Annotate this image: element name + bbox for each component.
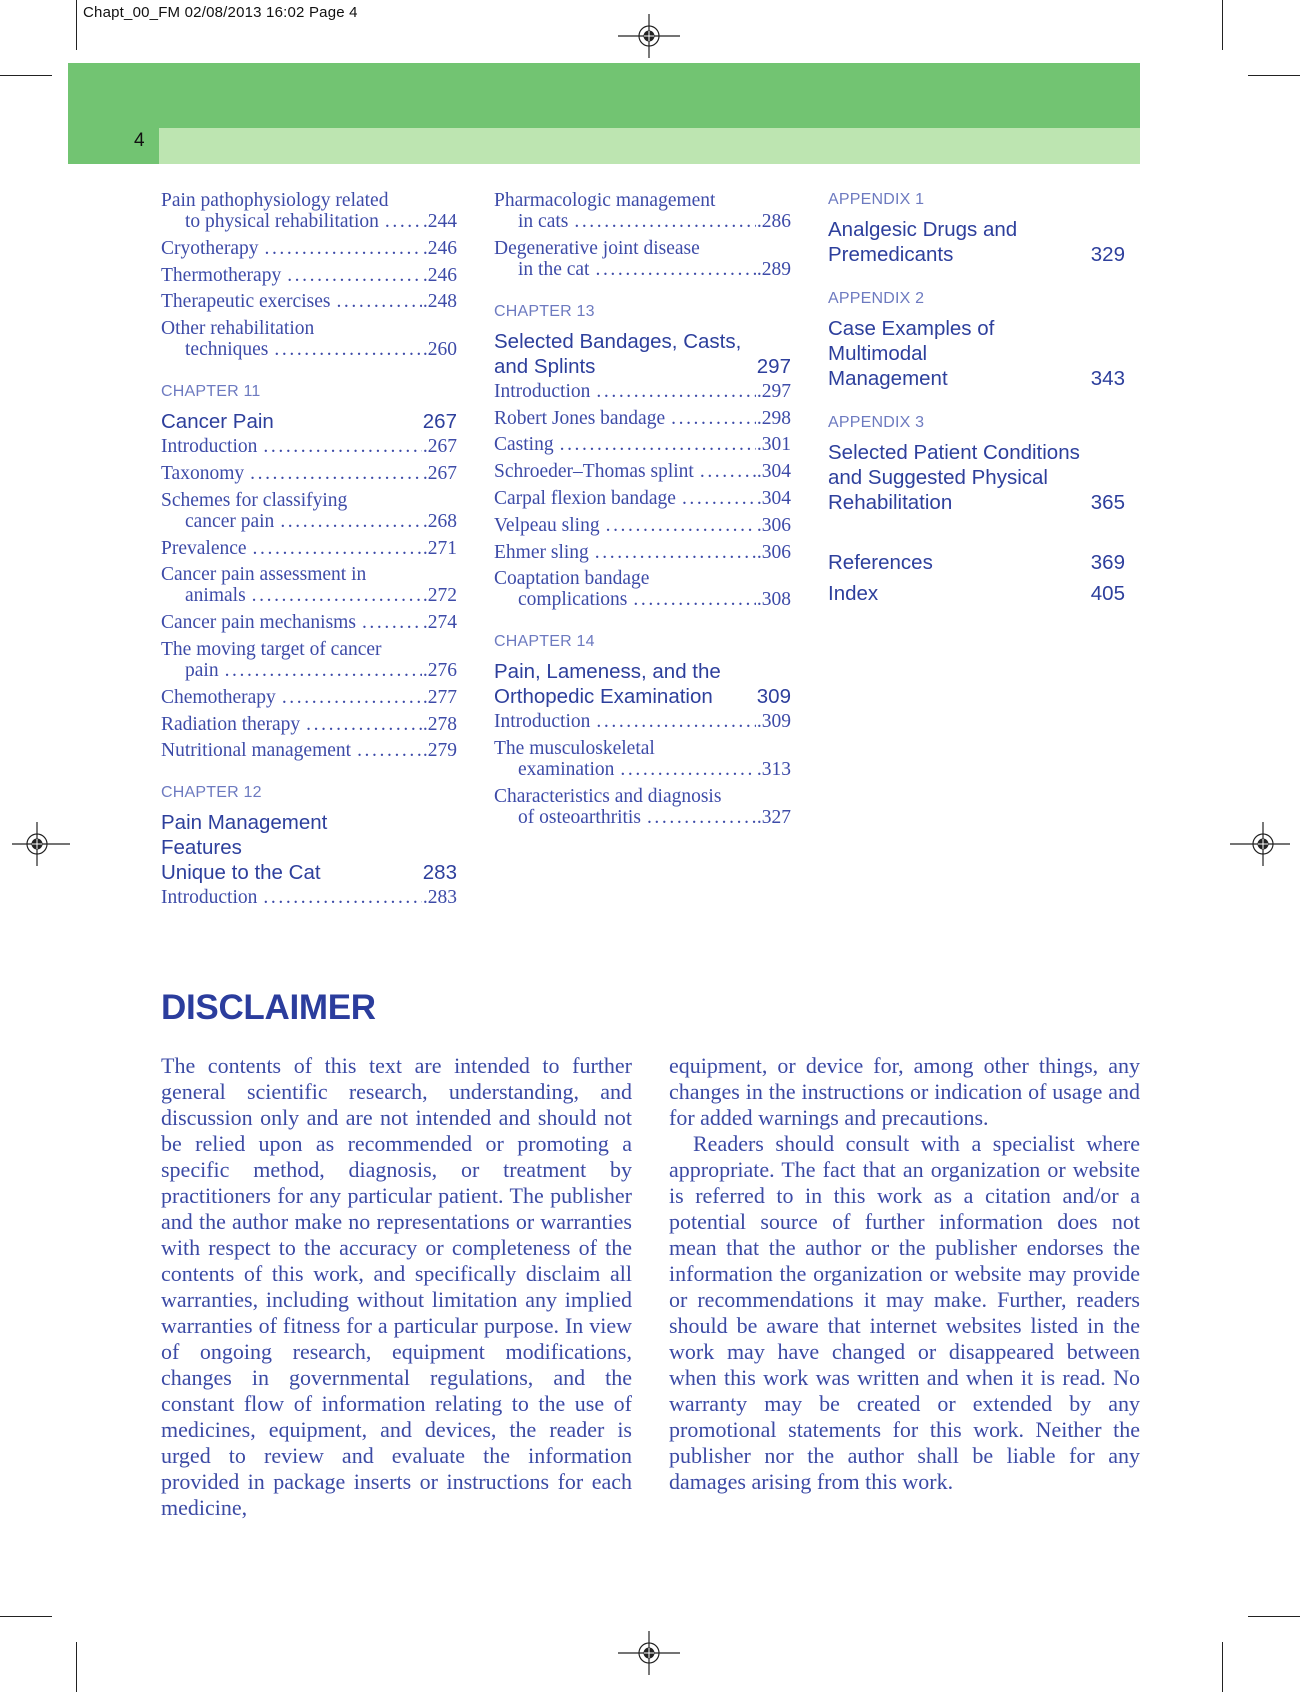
toc-column-1 (161, 190, 457, 914)
toc-entry-page: .297 (756, 380, 791, 402)
leader-dots (287, 265, 422, 286)
leader-dots (595, 542, 756, 563)
header-band-light (159, 128, 1140, 164)
toc-entry (494, 711, 791, 732)
toc-entry-label: Degenerative joint disease (494, 237, 700, 259)
toc-entry (161, 887, 457, 908)
toc-entry-label: Carpal flexion bandage (494, 487, 676, 509)
toc-entry-label: Coaptation bandage (494, 568, 650, 590)
toc-entry-label: Therapeutic exercises (161, 291, 331, 313)
index-title: Index (828, 582, 879, 605)
appendix-page: 365 (1090, 491, 1125, 514)
appendix-label: APPENDIX 3 (828, 414, 925, 431)
toc-entry-label: in cats (518, 211, 569, 232)
leader-dots (282, 687, 422, 708)
toc-entry-label: examination (518, 759, 615, 781)
leader-dots (362, 612, 422, 633)
chapter-label: CHAPTER 11 (161, 383, 261, 401)
toc-entry-label: Chemotherapy (161, 686, 276, 708)
toc-entry (494, 542, 791, 563)
toc-entry-page: .309 (756, 711, 791, 733)
toc-entry-label: Cancer pain assessment in (161, 564, 367, 586)
appendix-title-line: Management (828, 367, 948, 390)
references-title: References (828, 551, 933, 574)
references-entry (828, 550, 1125, 575)
crop-mark (76, 1642, 77, 1692)
toc-entry-page: .267 (422, 462, 457, 484)
leader-dots (280, 511, 422, 532)
toc-entry-label: Prevalence (161, 537, 247, 559)
appendix-title-text (828, 440, 1081, 515)
toc-entry-page: .246 (422, 264, 457, 286)
toc-entry-page: .274 (422, 612, 457, 634)
references-page: 369 (1090, 551, 1125, 574)
toc-entry-label: complications (518, 589, 628, 611)
toc-entry-label: Velpeau sling (494, 514, 600, 536)
toc-entry-label: Radiation therapy (161, 713, 301, 735)
chapter-title-line: Pain, Lameness, and the (494, 660, 721, 684)
chapter-title-text (494, 329, 747, 379)
toc-entry (161, 714, 457, 735)
toc-entry-page: .289 (756, 258, 791, 280)
toc-entry-page: .272 (422, 585, 457, 607)
toc-entry-label: Introduction (494, 380, 591, 402)
leader-dots (263, 887, 421, 908)
leader-dots (606, 515, 756, 536)
leader-dots (595, 259, 755, 280)
chapter-page: 309 (756, 685, 791, 709)
chapter-title (494, 659, 791, 709)
chapter-title (161, 409, 457, 434)
crop-mark (0, 1616, 52, 1617)
toc-entry (494, 461, 791, 482)
toc-entry (161, 436, 457, 457)
toc-column-3 (828, 190, 1125, 608)
leader-dots (700, 461, 756, 482)
leader-dots (357, 740, 422, 761)
disclaimer-paragraph: Readers should consult with a specialist where appropriate. The fact that an organization or website is referred to in this work as a citation and/or a potential source of further information does not mean that the author or the publisher endorses the information the organization or website may provide or recommendations it may make. Further, readers should be aware that internet websites listed in the work may have changed or disappeared between when this work was written and when it is read. No warranty may be created or extended by any promotional statements for this work. Neither the publisher nor the author shall be liable for any damages arising from this work. (669, 1131, 1140, 1494)
leader-dots (596, 711, 755, 732)
toc-entry (494, 786, 791, 828)
toc-entry-label: Introduction (494, 711, 591, 733)
toc-entry-label: Schemes for classifying (161, 489, 348, 511)
toc-entry (161, 318, 457, 360)
disclaimer-paragraph: equipment, or device for, among other things, any changes in the instructions or indication of usage and for added warnings and precautions. (669, 1053, 1140, 1130)
crop-mark (1248, 75, 1300, 76)
toc-entry (161, 612, 457, 633)
leader-dots (647, 807, 756, 828)
toc-entry-label: Introduction (161, 887, 258, 909)
toc-entry-page: .246 (422, 237, 457, 259)
toc-entry-page: .313 (756, 759, 791, 781)
chapter-title-line: Pain Management Features (161, 811, 328, 860)
toc-entry-label: Robert Jones bandage (494, 407, 666, 429)
appendix-label: APPENDIX 1 (828, 191, 925, 208)
toc-entry-label: Introduction (161, 436, 258, 458)
disclaimer-column-left (161, 1053, 632, 1521)
leader-dots (620, 759, 755, 780)
leader-dots (253, 538, 422, 559)
leader-dots (274, 339, 421, 360)
toc-entry-label: Casting (494, 434, 554, 456)
chapter-title-text: Cancer Pain (161, 410, 274, 434)
chapter-page: 297 (756, 354, 791, 378)
toc-entry (161, 463, 457, 484)
crop-mark (1248, 1616, 1300, 1617)
registration-mark-icon (616, 1631, 682, 1675)
chapter-title (161, 810, 457, 885)
toc-entry-page: .276 (422, 659, 457, 681)
page-number: 4 (134, 130, 145, 151)
chapter-title-line: Selected Bandages, Casts, (494, 329, 742, 353)
toc-entry-page: .271 (422, 537, 457, 559)
toc-entry-label: Schroeder–Thomas splint (494, 461, 694, 483)
index-entry (828, 581, 1125, 606)
appendix-title (828, 217, 1125, 267)
leader-dots (671, 408, 756, 429)
toc-entry-label: Characteristics and diagnosis (494, 785, 722, 807)
toc-entry (161, 639, 457, 681)
toc-entry (494, 381, 791, 402)
toc-entry (161, 190, 457, 232)
leader-dots (574, 211, 756, 232)
toc-entry-label: in the cat (518, 258, 590, 280)
leader-dots (560, 434, 756, 455)
toc-entry (494, 738, 791, 780)
toc-entry-label: Ehmer sling (494, 541, 589, 563)
chapter-label: CHAPTER 13 (494, 302, 595, 320)
toc-entry-page: .283 (422, 887, 457, 909)
appendix-title (828, 440, 1125, 515)
header-band-tab (68, 128, 159, 164)
appendix-title (828, 316, 1125, 391)
toc-entry-label: pain (185, 659, 219, 681)
toc-entry-label: The musculoskeletal (494, 738, 655, 760)
toc-entry-page: .327 (756, 806, 791, 828)
toc-entry-page: .277 (422, 686, 457, 708)
toc-entry-page: .244 (422, 211, 457, 232)
appendix-title-line: Premedicants (828, 243, 954, 266)
leader-dots (385, 211, 422, 232)
toc-entry (494, 408, 791, 429)
appendix-page: 343 (1090, 367, 1125, 390)
toc-entry (161, 687, 457, 708)
appendix-title-line: Selected Patient Conditions (828, 441, 1080, 464)
toc-entry (494, 568, 791, 610)
appendix-title-text (828, 316, 1081, 391)
toc-entry-label: to physical rehabilitation (185, 211, 379, 232)
toc-entry (161, 291, 457, 312)
chapter-title-text (494, 659, 747, 709)
toc-entry-label: Taxonomy (161, 462, 245, 484)
toc-entry-label: Pain pathophysiology related (161, 190, 389, 211)
appendix-title-line: and Suggested Physical (828, 466, 1048, 489)
chapter-title (494, 329, 791, 379)
crop-mark (0, 75, 52, 76)
toc-entry (161, 564, 457, 606)
leader-dots (263, 436, 421, 457)
header-band (68, 63, 1140, 128)
index-page: 405 (1090, 582, 1125, 605)
toc-entry-label: of osteoarthritis (518, 806, 641, 828)
toc-entry (161, 740, 457, 761)
toc-entry (494, 434, 791, 455)
toc-entry-label: cancer pain (185, 510, 275, 532)
toc-entry (161, 538, 457, 559)
toc-entry-page: .306 (756, 541, 791, 563)
disclaimer-paragraph: The contents of this text are intended to further general scientific research, understanding, and discussion only and are not intended and should not be relied upon as recommended or promoting a specific method, diagnosis, or treatment by practitioners for any particular patient. The publisher and the author make no representations or warranties with respect to the accuracy or completeness of the contents of this work, and specifically disclaim all warranties, including without limitation any implied warranties of fitness for a particular purpose. In view of ongoing research, equipment modifications, changes in governmental regulations, and the constant flow of information relating to the use of medicines, equipment, and devices, the reader is urged to review and evaluate the information provided in package inserts or instructions for each medicine, (161, 1053, 632, 1520)
chapter-title-line: Unique to the Cat (161, 861, 321, 885)
leader-dots (250, 463, 422, 484)
leader-dots (306, 714, 422, 735)
leader-dots (264, 238, 421, 259)
disclaimer-column-right (669, 1053, 1140, 1495)
disclaimer-heading: DISCLAIMER (161, 988, 376, 1027)
toc-entry-label: Pharmacologic management (494, 190, 716, 211)
chapter-page: 283 (422, 861, 457, 885)
registration-mark-icon (1230, 822, 1296, 866)
leader-dots (633, 589, 755, 610)
toc-entry (161, 265, 457, 286)
toc-entry (494, 515, 791, 536)
registration-mark-icon (616, 14, 682, 58)
toc-entry (494, 488, 791, 509)
toc-entry-page: .260 (422, 339, 457, 361)
toc-entry-label: Other rehabilitation (161, 318, 315, 340)
toc-entry-page: .286 (756, 211, 791, 232)
toc-entry-label: animals (185, 585, 246, 607)
appendix-page: 329 (1090, 243, 1125, 266)
toc-entry-page: .268 (422, 510, 457, 532)
toc-entry (494, 190, 791, 232)
toc-entry-page: .267 (422, 436, 457, 458)
leader-dots (336, 291, 421, 312)
chapter-title-text (161, 810, 413, 885)
toc-entry-page: .304 (756, 487, 791, 509)
toc-entry-label: The moving target of cancer (161, 638, 382, 660)
leader-dots (596, 381, 755, 402)
leader-dots (225, 660, 422, 681)
chapter-page: 267 (422, 410, 457, 434)
leader-dots (682, 488, 756, 509)
toc-entry-page: .304 (756, 461, 791, 483)
toc-entry-label: Cancer pain mechanisms (161, 612, 356, 634)
appendix-title-line: Rehabilitation (828, 491, 953, 514)
crop-mark (1222, 1642, 1223, 1692)
toc-entry-label: techniques (185, 339, 269, 361)
registration-mark-icon (4, 822, 70, 866)
toc-entry-page: .248 (422, 291, 457, 313)
toc-entry-page: .278 (422, 713, 457, 735)
toc-entry-page: .279 (422, 740, 457, 762)
appendix-label: APPENDIX 2 (828, 290, 925, 307)
toc-entry-page: .301 (756, 434, 791, 456)
chapter-label: CHAPTER 12 (161, 784, 262, 802)
appendix-title-line: Analgesic Drugs and (828, 218, 1018, 241)
toc-entry-label: Thermotherapy (161, 264, 282, 286)
chapter-title-line: and Splints (494, 354, 596, 378)
toc-entry-page: .306 (756, 514, 791, 536)
toc-entry-page: .308 (756, 589, 791, 611)
toc-entry-page: .298 (756, 407, 791, 429)
appendix-title-text (828, 217, 1081, 267)
toc-entry (161, 238, 457, 259)
toc-entry (494, 238, 791, 280)
toc-entry (161, 490, 457, 532)
print-slug: Chapt_00_FM 02/08/2013 16:02 Page 4 (83, 4, 358, 21)
chapter-label: CHAPTER 14 (494, 633, 595, 651)
appendix-title-line: Case Examples of Multimodal (828, 317, 995, 365)
leader-dots (252, 585, 422, 606)
toc-entry-label: Cryotherapy (161, 237, 259, 259)
toc-column-2 (494, 190, 791, 834)
chapter-title-line: Orthopedic Examination (494, 685, 713, 709)
crop-mark (1222, 0, 1223, 50)
crop-mark (76, 0, 77, 50)
toc-entry-label: Nutritional management (161, 740, 352, 762)
